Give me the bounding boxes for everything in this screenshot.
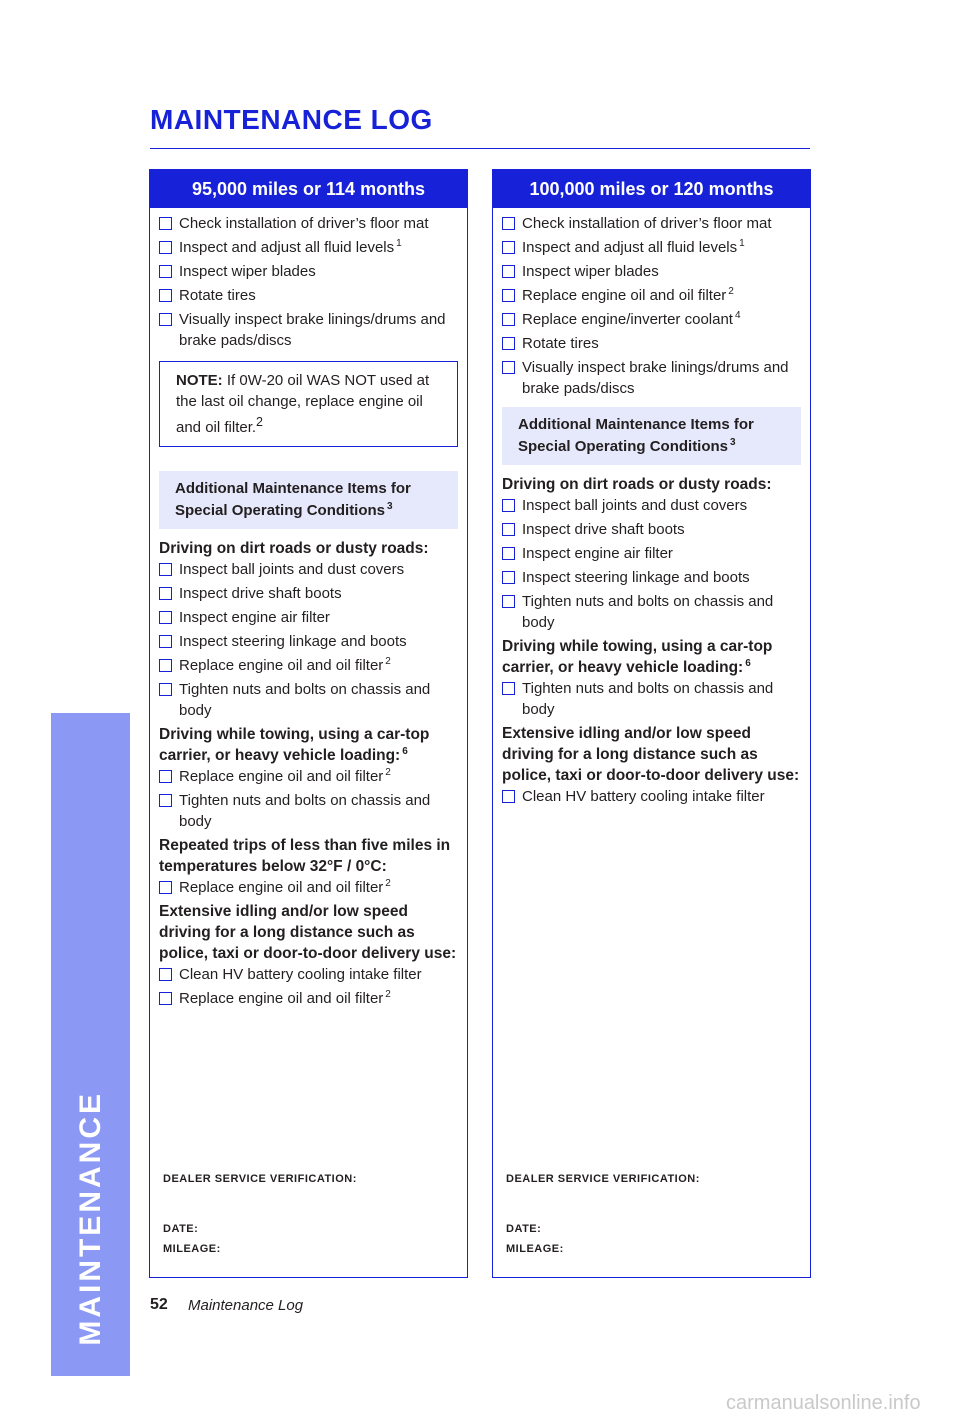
footnote-ref: 1: [396, 238, 402, 249]
dealer-mileage-label: MILEAGE:: [163, 1243, 221, 1255]
special-conditions-callout: [502, 407, 801, 465]
checkbox-icon[interactable]: [159, 217, 172, 230]
condition-heading: [159, 901, 458, 964]
checklist-item-text: Inspect ball joints and dust covers: [179, 561, 405, 578]
footnote-ref: 3: [387, 501, 393, 512]
checkbox-icon[interactable]: [159, 313, 172, 326]
checkbox-icon[interactable]: [502, 682, 515, 695]
page-number: 52: [150, 1296, 168, 1313]
checklist-item-text: Tighten nuts and bolts on chassis and body: [179, 681, 431, 719]
checkbox-icon[interactable]: [159, 659, 172, 672]
checklist-item: [159, 988, 458, 1009]
checklist-item-text: Inspect steering linkage and boots: [522, 569, 750, 586]
footnote-ref: 1: [739, 238, 745, 249]
checklist-item: [159, 964, 458, 985]
condition-heading-text: Driving while towing, using a car-top carrier, or heavy vehicle loading:: [159, 726, 430, 764]
left-column-header: 95,000 miles or 114 months: [150, 170, 467, 208]
condition-heading-text: Driving while towing, using a car-top carrier, or heavy vehicle loading:: [502, 638, 773, 676]
checklist-item-text: Inspect ball joints and dust covers: [522, 497, 748, 514]
checklist-item-text: Inspect and adjust all fluid levels: [179, 239, 395, 256]
checklist-item: [502, 309, 801, 330]
condition-heading: [502, 723, 801, 786]
footnote-ref: 2: [385, 989, 391, 1000]
checkbox-icon[interactable]: [159, 611, 172, 624]
footnote-ref: 2: [728, 286, 734, 297]
checkbox-icon[interactable]: [159, 992, 172, 1005]
condition-heading-text: Driving on dirt roads or dusty roads:: [159, 540, 429, 557]
dealer-date-label: DATE:: [163, 1223, 199, 1235]
footnote-ref: 2: [256, 415, 263, 429]
condition-heading-text: Repeated trips of less than five miles in temperatures below 32°F / 0°C:: [159, 837, 451, 875]
checkbox-icon[interactable]: [159, 968, 172, 981]
checklist-item-text: Replace engine oil and oil filter: [179, 657, 384, 674]
watermark: carmanualsonline.info: [726, 1392, 921, 1414]
checklist-item: [502, 495, 801, 516]
right-column: [492, 169, 811, 1278]
checkbox-icon[interactable]: [502, 337, 515, 350]
checklist-item-text: Inspect and adjust all fluid levels: [522, 239, 738, 256]
right-column-body: [493, 208, 810, 807]
callout-text: Additional Maintenance Items for Special Operating Conditions: [175, 480, 411, 519]
checkbox-icon[interactable]: [502, 361, 515, 374]
special-conditions-callout: [159, 471, 458, 529]
checkbox-icon[interactable]: [502, 313, 515, 326]
checklist-item: [502, 237, 801, 258]
side-tab-label: MAINTENANCE: [73, 1091, 107, 1346]
checkbox-icon[interactable]: [502, 241, 515, 254]
condition-heading-text: Extensive idling and/or low speed driving for a long distance such as police, taxi or door-to-door delivery use:: [159, 903, 457, 962]
checklist-item-text: Tighten nuts and bolts on chassis and body: [522, 680, 774, 718]
checkbox-icon[interactable]: [502, 595, 515, 608]
checklist-item: [159, 631, 458, 652]
checklist-item-text: Check installation of driver’s floor mat: [522, 215, 772, 232]
checklist-item-text: Inspect wiper blades: [522, 263, 659, 280]
checklist-item: [159, 309, 458, 351]
checklist-item: [502, 261, 801, 282]
checklist-item: [502, 678, 801, 720]
checkbox-icon[interactable]: [159, 881, 172, 894]
checklist-item: [159, 559, 458, 580]
checklist-item-text: Inspect engine air filter: [179, 609, 330, 626]
side-tab: [51, 713, 130, 1376]
checklist-item: [159, 261, 458, 282]
checkbox-icon[interactable]: [159, 241, 172, 254]
checklist-item-text: Visually inspect brake linings/drums and brake pads/discs: [179, 311, 446, 349]
checkbox-icon[interactable]: [502, 547, 515, 560]
dealer-mileage-label: MILEAGE:: [506, 1243, 564, 1255]
condition-heading: [502, 474, 801, 495]
checklist-item: [159, 607, 458, 628]
checklist-item-text: Inspect steering linkage and boots: [179, 633, 407, 650]
dealer-verification-label: DEALER SERVICE VERIFICATION:: [163, 1173, 357, 1185]
left-column-body: [150, 208, 467, 1009]
checklist-item: [502, 786, 801, 807]
checklist-item: [159, 213, 458, 234]
checklist-item: [502, 519, 801, 540]
condition-heading: [159, 724, 458, 766]
checkbox-icon[interactable]: [159, 683, 172, 696]
checklist-item-text: Tighten nuts and bolts on chassis and body: [179, 792, 431, 830]
checklist-item: [502, 357, 801, 399]
page-title: MAINTENANCE LOG: [150, 104, 433, 135]
condition-heading: [159, 835, 458, 877]
checklist-item-text: Replace engine/inverter coolant: [522, 311, 733, 328]
note-text: If 0W-20 oil WAS NOT used at the last oil change, replace engine oil and oil filter.: [176, 372, 430, 436]
checklist-item-text: Replace engine oil and oil filter: [179, 768, 384, 785]
checklist-item-text: Rotate tires: [179, 287, 256, 304]
checklist-item-text: Inspect engine air filter: [522, 545, 673, 562]
footnote-ref: 3: [730, 437, 736, 448]
footer-section-title: Maintenance Log: [188, 1297, 304, 1314]
checklist-item-text: Replace engine oil and oil filter: [179, 990, 384, 1007]
checklist-item: [502, 543, 801, 564]
condition-heading: [502, 636, 801, 678]
checklist-item-text: Clean HV battery cooling intake filter: [522, 788, 765, 805]
checkbox-icon[interactable]: [502, 790, 515, 803]
checklist-item-text: Visually inspect brake linings/drums and brake pads/discs: [522, 359, 789, 397]
checklist-item-text: Inspect drive shaft boots: [522, 521, 685, 538]
checklist-item-text: Check installation of driver’s floor mat: [179, 215, 429, 232]
note-label: NOTE:: [176, 372, 223, 389]
checklist-item: [502, 285, 801, 306]
note-box: [159, 361, 458, 447]
dealer-verification-label: DEALER SERVICE VERIFICATION:: [506, 1173, 700, 1185]
checklist-item: [502, 591, 801, 633]
checkbox-icon[interactable]: [502, 217, 515, 230]
checklist-item-text: Tighten nuts and bolts on chassis and body: [522, 593, 774, 631]
title-divider: [150, 148, 810, 149]
checklist-item: [159, 655, 458, 676]
dealer-date-label: DATE:: [506, 1223, 542, 1235]
condition-heading-text: Driving on dirt roads or dusty roads:: [502, 476, 772, 493]
callout-text: Additional Maintenance Items for Special Operating Conditions: [518, 416, 754, 455]
checkbox-icon[interactable]: [502, 499, 515, 512]
footnote-ref: 2: [385, 656, 391, 667]
footnote-ref: 2: [385, 767, 391, 778]
checklist-item-text: Clean HV battery cooling intake filter: [179, 966, 422, 983]
checkbox-icon[interactable]: [159, 770, 172, 783]
checklist-item: [159, 679, 458, 721]
right-column-header: 100,000 miles or 120 months: [493, 170, 810, 208]
checklist-item-text: Inspect wiper blades: [179, 263, 316, 280]
checklist-item-text: Replace engine oil and oil filter: [522, 287, 727, 304]
checkbox-icon[interactable]: [159, 289, 172, 302]
checkbox-icon[interactable]: [502, 265, 515, 278]
footnote-ref: 6: [745, 657, 751, 669]
checkbox-icon[interactable]: [502, 289, 515, 302]
checklist-item: [502, 333, 801, 354]
checklist-item: [159, 285, 458, 306]
checkbox-icon[interactable]: [159, 563, 172, 576]
checkbox-icon[interactable]: [502, 523, 515, 536]
condition-heading: [159, 538, 458, 559]
checklist-item: [159, 790, 458, 832]
checklist-item: [159, 766, 458, 787]
condition-heading-text: Extensive idling and/or low speed driving for a long distance such as police, taxi or door-to-door delivery use:: [502, 725, 800, 784]
checkbox-icon[interactable]: [502, 571, 515, 584]
checklist-item: [502, 213, 801, 234]
footnote-ref: 2: [385, 878, 391, 889]
checkbox-icon[interactable]: [159, 265, 172, 278]
checklist-item: [159, 237, 458, 258]
checkbox-icon[interactable]: [159, 587, 172, 600]
checklist-item-text: Replace engine oil and oil filter: [179, 879, 384, 896]
checklist-item: [502, 567, 801, 588]
left-column: [149, 169, 468, 1278]
footnote-ref: 6: [402, 745, 408, 757]
checklist-item: [159, 583, 458, 604]
checklist-item-text: Inspect drive shaft boots: [179, 585, 342, 602]
checkbox-icon[interactable]: [159, 635, 172, 648]
checkbox-icon[interactable]: [159, 794, 172, 807]
checklist-item-text: Rotate tires: [522, 335, 599, 352]
checklist-item: [159, 877, 458, 898]
footnote-ref: 4: [734, 310, 741, 321]
